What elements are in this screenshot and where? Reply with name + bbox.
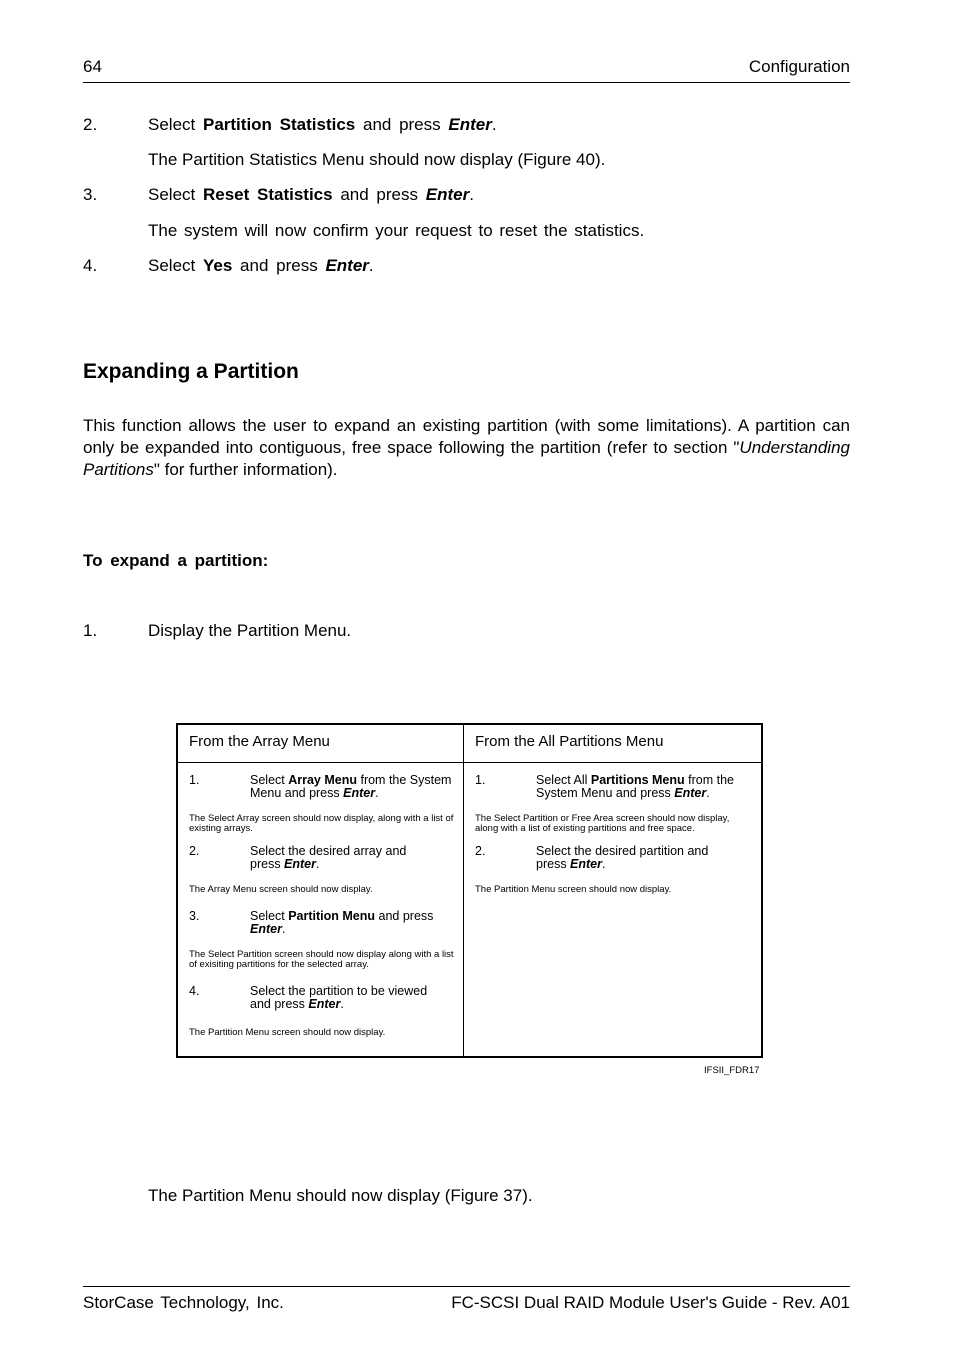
- step-2-text: Select Partition Statistics and press Enter.: [148, 115, 497, 134]
- page-number: 64: [83, 57, 102, 76]
- step-1-text: Display the Partition Menu.: [148, 621, 352, 640]
- table-divider-vertical: [463, 725, 464, 1056]
- table-header-all-partitions: From the All Partitions Menu: [475, 733, 664, 750]
- left-step-2-note: The Array Menu screen should now display.: [189, 884, 373, 895]
- step-2-number: 2.: [83, 115, 98, 134]
- header-rule: [83, 82, 850, 83]
- left-step-4-note: The Partition Menu screen should now display.: [189, 1027, 386, 1038]
- step-3-number: 3.: [83, 185, 98, 204]
- intro-paragraph: This function allows the user to expand an existing partition (with some limitations). A partition can only be expanded into contiguous, free space following the partition (refer to section "Understanding Partitions" for further information).: [83, 416, 850, 479]
- step-1-number: 1.: [83, 621, 98, 640]
- section-heading: Expanding a Partition: [83, 360, 299, 383]
- footer-rule: [83, 1286, 850, 1287]
- menu-path-table: From the Array Menu From the All Partitions Menu 1. Select Array Menu from the System Menu and press Enter. The Select Array screen should now display, along with a list of existing arrays. 2. Select the desired array and press Enter. The Array Menu screen should now display. 3. Select Partition Menu and press Enter. The Select Partition screen should now display along with a list of exisiting partitions for the selected array. 4. Select the partition to be viewed and press Enter. The Partition Menu screen should now display. 1. Select All Partitions Menu from the System Menu and press Enter. The Select Partition or Free Area screen should now display, along with a list of existing partitions and free space. 2. Select the desired partition and press Enter. The Partition Menu screen should now display.: [176, 723, 763, 1058]
- procedure-heading: To expand a partition:: [83, 551, 269, 570]
- table-divider-horizontal: [178, 762, 761, 763]
- section-title-header: Configuration: [748, 57, 850, 76]
- footer-document-title: FC-SCSI Dual RAID Module User's Guide - Rev. A01: [451, 1293, 850, 1312]
- right-step-1-note: The Select Partition or Free Area screen should now display, along with a list of existing partitions and free space.: [475, 813, 730, 834]
- step-3-text: Select Reset Statistics and press Enter.: [148, 185, 474, 204]
- closing-text: The Partition Menu should now display (Figure 37).: [148, 1186, 533, 1205]
- left-step-3-note: The Select Partition screen should now display along with a list of exisiting partitions for the selected array.: [189, 949, 454, 970]
- figure-id: IFSII_FDR17: [704, 1065, 760, 1076]
- footer-company: StorCase Technology, Inc.: [83, 1293, 284, 1312]
- left-step-1-note: The Select Array screen should now display, along with a list of existing arrays.: [189, 813, 454, 834]
- table-header-array-menu: From the Array Menu: [189, 733, 330, 750]
- step-3-note: The system will now confirm your request to reset the statistics.: [148, 221, 645, 240]
- step-2-note: The Partition Statistics Menu should now display (Figure 40).: [148, 150, 606, 169]
- step-4-number: 4.: [83, 256, 98, 275]
- step-4-text: Select Yes and press Enter.: [148, 256, 374, 275]
- right-step-2-note: The Partition Menu screen should now display.: [475, 884, 672, 895]
